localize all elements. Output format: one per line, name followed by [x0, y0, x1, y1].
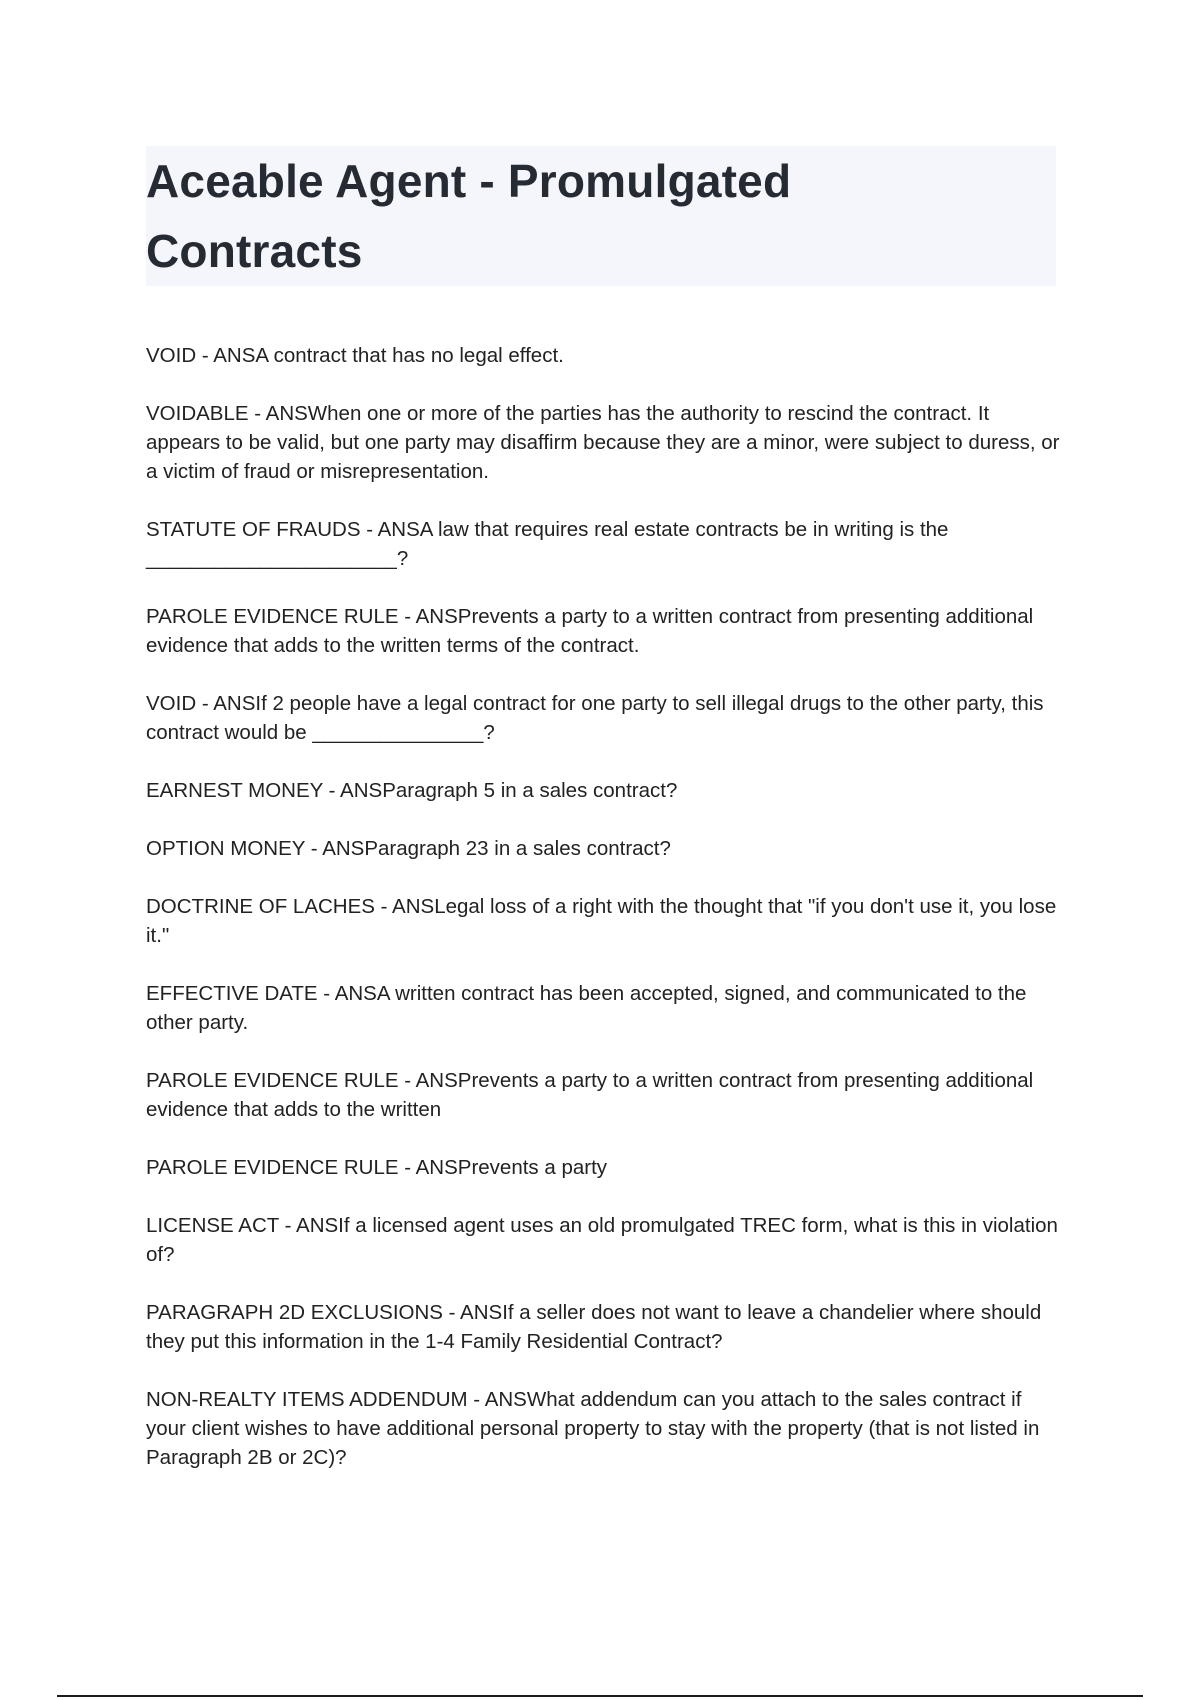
entry-term: VOIDABLE - — [146, 402, 266, 425]
entry-term: PARAGRAPH 2D EXCLUSIONS - — [146, 1301, 460, 1324]
entry-term: PAROLE EVIDENCE RULE - — [146, 605, 416, 628]
entry-term: STATUTE OF FRAUDS - — [146, 518, 378, 541]
entry-answer: ANSWhen one or more of the parties has the authority to rescind the contract. It appears to be valid, but one party may disaffirm because they are a minor, were subject to duress, or a victim of fraud or misrepresentation. — [146, 402, 1060, 483]
list-item — [146, 834, 1066, 863]
list-item — [146, 689, 1066, 747]
list-item — [146, 979, 1066, 1037]
entry-term: PAROLE EVIDENCE RULE - — [146, 1156, 416, 1179]
entry-term: NON-REALTY ITEMS ADDENDUM - — [146, 1388, 485, 1411]
entry-answer: ANSIf a licensed agent uses an old promulgated TREC form, what is this in violation of? — [146, 1214, 1058, 1266]
entry-answer: ANSParagraph 5 in a sales contract? — [340, 779, 678, 802]
entry-answer: ANSA contract that has no legal effect. — [213, 344, 564, 367]
entry-term: OPTION MONEY - — [146, 837, 322, 860]
title-line-2: Contracts — [146, 225, 363, 277]
entry-answer: ANSPrevents a party to a written contract from presenting additional evidence that adds to the written terms of the contract. — [146, 605, 1034, 657]
entry-answer: ANSA written contract has been accepted, signed, and communicated to the other party. — [146, 982, 1027, 1034]
list-item — [146, 776, 1066, 805]
entry-answer: ANSLegal loss of a right with the thought that "if you don't use it, you lose it." — [146, 895, 1057, 947]
entry-answer: ANSIf 2 people have a legal contract for one party to sell illegal drugs to the other party, this contract would be _______________? — [146, 692, 1044, 744]
entry-answer: ANSPrevents a party — [415, 1156, 608, 1179]
title-block — [146, 146, 1056, 286]
list-item — [146, 1211, 1066, 1269]
list-item — [146, 515, 1066, 573]
entry-answer: ANSParagraph 23 in a sales contract? — [322, 837, 671, 860]
entry-answer: ANSPrevents a party to a written contract from presenting additional evidence that adds to the written — [146, 1069, 1034, 1121]
list-item — [146, 892, 1066, 950]
entry-term: EFFECTIVE DATE - — [146, 982, 335, 1005]
flashcard-list — [146, 341, 1066, 1501]
entry-term: PAROLE EVIDENCE RULE - — [146, 1069, 416, 1092]
list-item — [146, 1385, 1066, 1472]
list-item — [146, 1298, 1066, 1356]
list-item — [146, 399, 1066, 486]
title-line-1: Aceable Agent - Promulgated — [146, 155, 792, 207]
footer-divider — [57, 1695, 1143, 1697]
list-item — [146, 602, 1066, 660]
entry-term: VOID - — [146, 344, 213, 367]
entry-answer: ANSWhat addendum can you attach to the sales contract if your client wishes to have additional personal property to stay with the property (that is not listed in Paragraph 2B or 2C)? — [146, 1388, 1040, 1469]
entry-term: LICENSE ACT - — [146, 1214, 296, 1237]
entry-term: VOID - — [146, 692, 213, 715]
entry-answer: ANSA law that requires real estate contracts be in writing is the ______________________? — [146, 518, 949, 570]
entry-answer: ANSIf a seller does not want to leave a chandelier where should they put this information in the 1-4 Family Residential Contract? — [146, 1301, 1042, 1353]
list-item — [146, 341, 1066, 370]
entry-term: EARNEST MONEY - — [146, 779, 340, 802]
entry-term: DOCTRINE OF LACHES - — [146, 895, 392, 918]
list-item — [146, 1153, 1066, 1182]
list-item — [146, 1066, 1066, 1124]
page-title — [146, 146, 1056, 286]
